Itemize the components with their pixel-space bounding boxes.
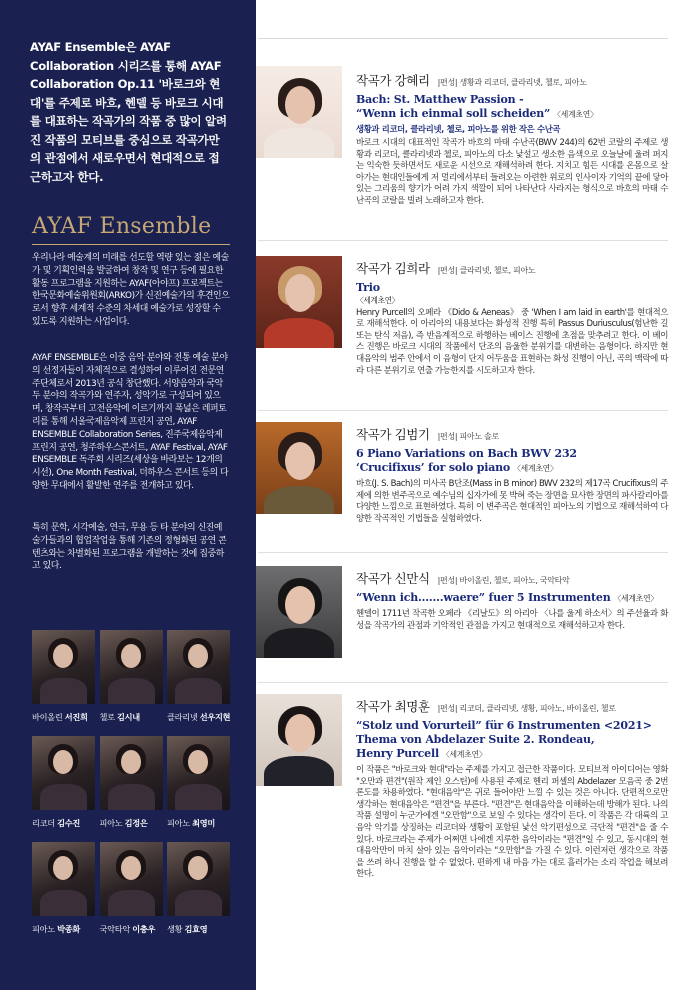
performer-card bbox=[167, 736, 230, 842]
instrumentation: |편성| 클라리넷, 첼로, 피아노 bbox=[437, 266, 536, 275]
performer-photo bbox=[32, 842, 95, 916]
performer-name: 김수진 bbox=[57, 818, 80, 828]
performer-role: 첼로 bbox=[99, 712, 115, 722]
performer-row bbox=[32, 842, 230, 948]
performer-card bbox=[32, 630, 95, 736]
performer-card bbox=[100, 842, 163, 948]
performer-photo bbox=[167, 736, 230, 810]
performer-photo bbox=[100, 842, 163, 916]
work-title-line: Henry Purcell bbox=[356, 747, 439, 760]
performer-name: 선우지현 bbox=[199, 712, 231, 722]
performer-name: 김정은 bbox=[124, 818, 148, 828]
performer-name: 김효영 bbox=[184, 924, 208, 934]
work-description-text: Henry Purcell의 오페라 《Dido & Aeneas》 중 'When I am laid in earth'를 현대적으로 재해석한다. 이 아리아의 내용보다는 화성적 진행 특히 Passus Duriusculus(험난한 길 또는 탄식 저음), 즉 반음계적으로 하행하는 베이스 진행에 초점을 맞추려고 한다. 이 베이스 진행은 바로크 시대의 작품에서 단조의 음울한 분위기를 대변하는 음형이다. 하지만 현대음악의 범주 안에서 이 음형이 단지 어두움을 표현하는 화성 진행이 아닌, 곡의 맥락에 따라 다른 분위기로 연출 가능한지를 시도하고자 한다. bbox=[356, 307, 668, 376]
work-title bbox=[356, 447, 668, 476]
composer-name: 작곡가 김희라 bbox=[356, 261, 430, 276]
work-description: 이 작품은 "바로크와 현대"라는 주제를 가지고 접근한 작품이다. 모티브적 아이디어는 영화 "오만과 편견"(원작 제인 오스틴)에 사용된 주제로 헨리 퍼셀의 Abdelazer 모음곡 중 2번 론도를 차용하였다. "현대음악"은 귀로 들어야만 느낄 수 있는 것은 아니다. 단편적으로만 생각하는 현대음악은 "편견"을 부른다. "편견"은 현대음악을 이해하는데 방해가 된다. 나의 작품 설명이 누군가에겐 "오만함"으로 보일 수 있다는 생각이 든다. 이 작품은 각 대륙의 고음악 악기를 상징하는 리코더와 생황이 포함된 낯선 악기편성으로 극단적 "편견"을 줄 수 있다. 바로크라는 주제가 어쩌면 나에겐 지루한 음악이라는 "편견"일 수 있고, 동시대의 현대음악만이 마치 살아 있는 음악이라는 "오만함"을 가질 수 있다. 이런저런 생각으로 작품을 쓰려 하니 진행을 할 수 없었다. 편하게 내 마음 가는 대로 흘러가는 소리 작업을 해보려 한다. bbox=[356, 765, 668, 880]
performer-name: 박종화 bbox=[57, 924, 80, 934]
work-title bbox=[356, 719, 668, 762]
performer-role: 국악타악 bbox=[99, 924, 130, 934]
performer-grid bbox=[32, 630, 230, 948]
composer-photo bbox=[256, 256, 342, 348]
entry-divider bbox=[258, 552, 668, 553]
instrumentation: |편성| 피아노 솔로 bbox=[437, 432, 499, 441]
performer-photo bbox=[167, 630, 230, 704]
about-paragraph-2: AYAF ENSEMBLE은 이중 음악 분야와 전통 예술 분야의 선정자들이 자체적으로 결성하여 이루어진 전문연주단체로서 2013년 공식 창단했다. 서양음악과 국악 두 분야의 작곡가와 연주자, 성악가로 구성되어 있으며, 창작곡부터 고전음악에 이르기까지 폭넓은 레퍼토리를 통해 서울국제음악제 프린지 공연, AYAF ENSEMBLE Collaboration Series, 진주국제음악제 프린지 공연, 청주하우스콘서트, AYAF Festival, AYAF ENSEMBLE 독주회 시리즈(세상을 바라보는 12개의 시선), One Month Festival, 더하우스 콘서트 등의 다양한 무대에서 활발한 연주를 전개하고 있다. bbox=[32, 353, 229, 491]
about-paragraph-3: 특히 문학, 시각예술, 연극, 무용 등 타 분야의 신진예술가들과의 협업작업을 통해 기존의 정형화된 공연 콘텐츠와는 차별화된 프로그램을 개발하는 것에 집중하고 있다. bbox=[32, 523, 227, 572]
composer-name: 작곡가 신만식 bbox=[356, 571, 430, 586]
premiere-badge: 〈세계초연〉 bbox=[513, 464, 558, 473]
performer-name: 김시내 bbox=[117, 712, 140, 722]
work-title-line: “Wenn ich.......waere” fuer 5 Instrumenten bbox=[356, 591, 611, 604]
entry-content bbox=[356, 568, 668, 632]
premiere-badge: 〈세계초연〉 bbox=[441, 750, 487, 759]
work-title-line: Bach: St. Matthew Passion - bbox=[356, 93, 524, 106]
premiere-badge: 〈세계초연〉 bbox=[613, 594, 659, 603]
work-title-line: “Wenn ich einmal soll scheiden” bbox=[356, 107, 551, 120]
composer-name: 작곡가 강혜리 bbox=[356, 73, 430, 88]
composer-photo bbox=[256, 422, 342, 514]
performer-card bbox=[32, 736, 95, 842]
work-title bbox=[356, 93, 668, 122]
work-title bbox=[356, 591, 668, 606]
performer-row bbox=[32, 630, 230, 736]
performer-role: 바이올린 bbox=[32, 712, 63, 722]
instrumentation: |편성| 생황과 리코더, 클라리넷, 첼로, 피아노 bbox=[437, 78, 587, 87]
composer-name: 작곡가 김범기 bbox=[356, 427, 430, 442]
composer-photo bbox=[256, 566, 342, 658]
performer-card bbox=[167, 842, 230, 948]
performer-photo bbox=[100, 736, 163, 810]
performer-card bbox=[100, 630, 163, 736]
work-title-line: “Stolz und Vorurteil” für 6 Instrumenten <2021> bbox=[356, 719, 652, 732]
performer-role: 피아노 bbox=[32, 924, 55, 934]
work-title-line: Trio bbox=[356, 281, 380, 294]
performer-role: 피아노 bbox=[167, 818, 190, 828]
performer-name: 최영미 bbox=[192, 818, 215, 828]
work-description: 헨델이 1711년 작곡한 오페라 《리날도》의 아리아 〈나를 울게 하소서〉의 주선율과 화성을 작곡가의 관점과 기악적인 관점을 가지고 현대적으로 재해석하고자 한다. bbox=[356, 609, 668, 631]
work-title-line: 6 Piano Variations on Bach BWV 232 bbox=[356, 447, 577, 460]
entry-divider bbox=[258, 410, 668, 411]
intro-text: AYAF Ensemble은 AYAF Collaboration 시리즈를 통해 AYAF Collaboration Op.11 '바로크와 현대'를 주제로 바흐, 헨델 등 바로크 시대를 대표하는 작곡가의 작품 중 많이 알려진 작품의 모티브를 중심으로 작곡가만의 관점에서 새로우면서 현대적으로 접근하고자 한다. bbox=[30, 40, 227, 184]
performer-role: 리코더 bbox=[32, 818, 55, 828]
work-title-line: ‘Crucifixus’ for solo piano bbox=[356, 461, 511, 474]
performer-name: 서진희 bbox=[64, 712, 88, 722]
entry-content bbox=[356, 424, 668, 525]
performer-card bbox=[100, 736, 163, 842]
work-description bbox=[356, 295, 668, 377]
composer-name: 작곡가 최명훈 bbox=[356, 699, 430, 714]
entry-content bbox=[356, 696, 668, 881]
title-divider bbox=[32, 244, 230, 245]
ensemble-title: AYAF Ensemble bbox=[32, 214, 212, 239]
work-description: 바흐(J. S. Bach)의 미사곡 B단조(Mass in B minor) BWV 232의 제17곡 Crucifixus의 주제에 의한 변주곡으로 예수님의 십자가에 못 박혀 죽는 장면을 묘사한 장면의 파사칼리아를 다양한 느낌으로 표현하였다. 특히 이 변주곡은 현대적인 피아노의 기법으로 재해석하여 다양한 작곡적인 기법들을 실험하였다. bbox=[356, 479, 668, 524]
top-divider bbox=[258, 38, 668, 39]
work-title bbox=[356, 281, 668, 295]
performer-photo bbox=[167, 842, 230, 916]
performer-photo bbox=[32, 630, 95, 704]
performer-role: 생황 bbox=[167, 924, 183, 934]
work-title-line: Thema von Abdelazer Suite 2. Rondeau, bbox=[356, 733, 595, 746]
performer-role: 클라리넷 bbox=[167, 712, 198, 722]
work-description: 바로크 시대의 대표적인 작곡가 바흐의 마태 수난곡(BWV 244)의 62번 코랄의 주제로 생황과 리코더, 클라리넷과 첼로, 피아노의 다소 낯설고 생소한 음색으로 오늘날에 울려 퍼지는 익숙한 듯하면서도 새로운 시선으로 재해석하려 한다. 지치고 힘든 시대를 온몸으로 살아가는 현대인들에게 저 멀리에서부터 들려오는 아련한 위로의 인사이자 기억의 끝에 닿아 있는 그리움의 향기가 어려 가지 색깔이 되어 나타난다 사라지는 형식으로 바흐의 마태 수난곡의 코랄을 빌려 노래하고자 한다. bbox=[356, 138, 668, 206]
performer-photo bbox=[100, 630, 163, 704]
performer-role: 피아노 bbox=[99, 818, 123, 828]
about-paragraph-1: 우리나라 예술계의 미래를 선도할 역량 있는 젊은 예술가 및 기획인력을 발굴하여 창작 및 연구 등에 필요한 활동 프로그램을 지원하는 AYAF(아야프) 프로젝트는 한국문화예술위원회(ARKO)가 신진예술가의 후견인으로서 향후 세계적 수준의 차세대 예술가로 성장할 수 있도록 지원하는 사업이다. bbox=[32, 253, 230, 327]
performer-name: 이충우 bbox=[132, 924, 156, 934]
entry-divider bbox=[258, 682, 668, 683]
work-subtitle: 생황과 리코더, 클라리넷, 첼로, 피아노를 위한 작은 수난곡 bbox=[356, 124, 561, 134]
premiere-badge: 〈세계초연〉 bbox=[356, 296, 400, 305]
performer-photo bbox=[32, 736, 95, 810]
entry-content bbox=[356, 70, 668, 208]
premiere-badge: 〈세계초연〉 bbox=[553, 110, 598, 119]
sidebar bbox=[0, 0, 256, 990]
entry-divider bbox=[258, 240, 668, 241]
entry-content bbox=[356, 258, 668, 377]
composer-photo bbox=[256, 66, 342, 158]
instrumentation: |편성| 바이올린, 첼로, 피아노, 국악타악 bbox=[437, 576, 570, 585]
composer-photo bbox=[256, 694, 342, 786]
performer-row bbox=[32, 736, 230, 842]
instrumentation: |편성| 리코더, 클라리넷, 생황, 피아노, 바이올린, 첼로 bbox=[437, 704, 616, 713]
performer-card bbox=[167, 630, 230, 736]
performer-card bbox=[32, 842, 95, 948]
